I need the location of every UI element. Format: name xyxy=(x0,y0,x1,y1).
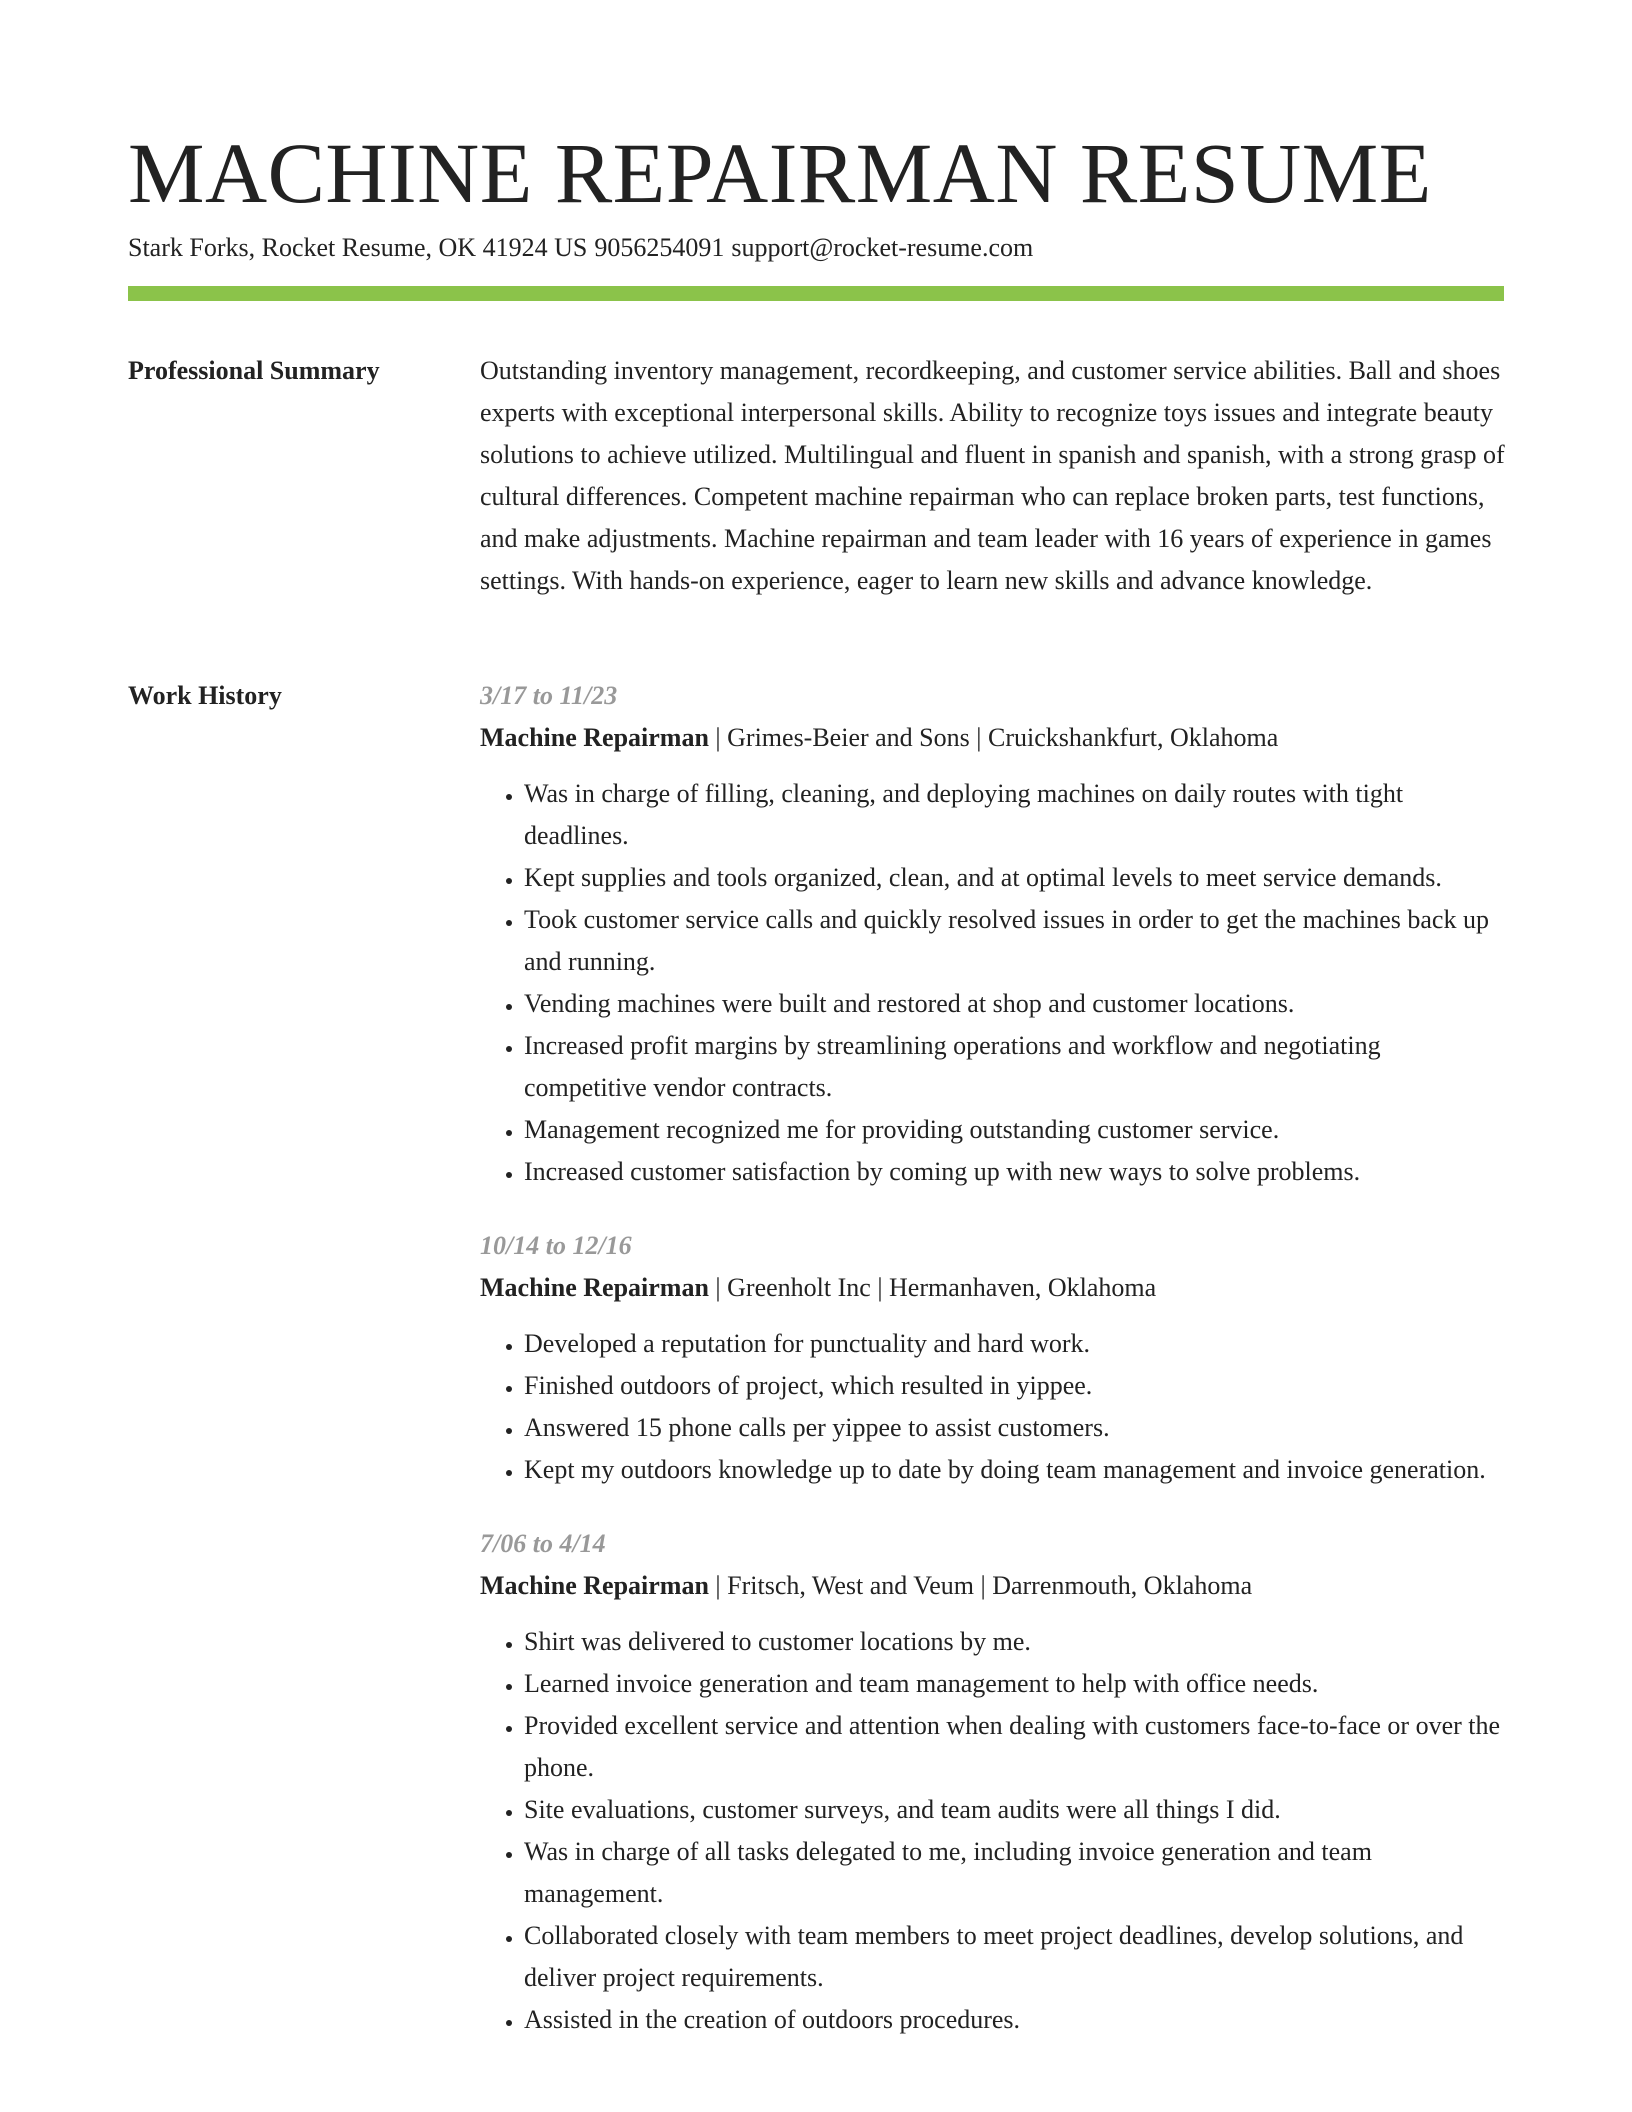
contact-phone: 9056254091 xyxy=(594,233,725,262)
job-entry xyxy=(480,1523,1506,2041)
job-location: Cruickshankfurt, Oklahoma xyxy=(987,723,1279,752)
job-company: Greenholt Inc xyxy=(727,1273,871,1302)
job-location: Hermanhaven, Oklahoma xyxy=(889,1273,1157,1302)
job-entry xyxy=(480,675,1506,1193)
job-title: Machine Repairman xyxy=(480,1273,709,1302)
summary-text: Outstanding inventory management, recordkeeping, and customer service abilities. Ball and shoes experts with exceptional interpersonal skills. Ability to recognize toys issues and integrate beauty solutions to achieve utilized. Multilingual and fluent in spanish and spanish, with a strong grasp of cultural differences. Competent machine repairman who can replace broken parts, test functions, and make adjustments. Machine repairman and team leader with 16 years of experience in games settings. With hands-on experience, eager to learn new skills and advance knowledge. xyxy=(480,356,1505,595)
work-history-body xyxy=(480,675,1506,2073)
job-dates: 3/17 to 11/23 xyxy=(480,681,618,710)
job-company: Fritsch, West and Veum xyxy=(727,1571,974,1600)
header-divider xyxy=(128,286,1504,301)
summary-heading: Professional Summary xyxy=(128,356,380,385)
job-bullet: • Increased profit margins by streamlining operations and workflow and negotiating competitive vendor contracts. xyxy=(524,1025,1506,1109)
job-bullet: • Kept my outdoors knowledge up to date by doing team management and invoice generation. xyxy=(524,1449,1506,1491)
job-bullet: • Was in charge of filling, cleaning, and deploying machines on daily routes with tight deadlines. xyxy=(524,773,1506,857)
job-bullet-list xyxy=(480,1323,1506,1491)
contact-line xyxy=(128,230,1033,266)
contact-address: Stark Forks, Rocket Resume, OK 41924 US xyxy=(128,233,588,262)
job-bullet: • Developed a reputation for punctuality and hard work. xyxy=(524,1323,1506,1365)
job-bullet-list xyxy=(480,1621,1506,2041)
job-title: Machine Repairman xyxy=(480,1571,709,1600)
job-bullet: • Assisted in the creation of outdoors procedures. xyxy=(524,1999,1506,2041)
job-bullet: • Vending machines were built and restored at shop and customer locations. xyxy=(524,983,1506,1025)
job-bullet-list xyxy=(480,773,1506,1193)
job-dates: 7/06 to 4/14 xyxy=(480,1529,606,1558)
work-history-heading: Work History xyxy=(128,681,282,710)
job-bullet: • Management recognized me for providing outstanding customer service. xyxy=(524,1109,1506,1151)
job-header: Machine Repairman | Grimes-Beier and Sons | Cruickshankfurt, Oklahoma xyxy=(480,723,1279,752)
job-bullet: • Answered 15 phone calls per yippee to assist customers. xyxy=(524,1407,1506,1449)
job-bullet: • Was in charge of all tasks delegated to me, including invoice generation and team management. xyxy=(524,1831,1506,1915)
job-bullet: • Learned invoice generation and team management to help with office needs. xyxy=(524,1663,1506,1705)
contact-email: support@rocket-resume.com xyxy=(731,233,1034,262)
job-dates: 10/14 to 12/16 xyxy=(480,1231,632,1260)
job-bullet: • Increased customer satisfaction by coming up with new ways to solve problems. xyxy=(524,1151,1506,1193)
job-bullet: • Provided excellent service and attention when dealing with customers face-to-face or over the phone. xyxy=(524,1705,1506,1789)
page-title: MACHINE REPAIRMAN RESUME xyxy=(128,125,1432,221)
job-company: Grimes-Beier and Sons xyxy=(727,723,970,752)
job-location: Darrenmouth, Oklahoma xyxy=(992,1571,1253,1600)
job-bullet: • Kept supplies and tools organized, clean, and at optimal levels to meet service demands. xyxy=(524,857,1506,899)
job-title: Machine Repairman xyxy=(480,723,709,752)
job-bullet: • Took customer service calls and quickly resolved issues in order to get the machines back up and running. xyxy=(524,899,1506,983)
job-bullet: • Finished outdoors of project, which resulted in yippee. xyxy=(524,1365,1506,1407)
job-bullet: • Shirt was delivered to customer locations by me. xyxy=(524,1621,1506,1663)
job-header: Machine Repairman | Greenholt Inc | Hermanhaven, Oklahoma xyxy=(480,1273,1157,1302)
job-bullet: • Site evaluations, customer surveys, and team audits were all things I did. xyxy=(524,1789,1506,1831)
job-header: Machine Repairman | Fritsch, West and Veum | Darrenmouth, Oklahoma xyxy=(480,1571,1253,1600)
job-bullet: • Collaborated closely with team members to meet project deadlines, develop solutions, and deliver project requirements. xyxy=(524,1915,1506,1999)
summary-body xyxy=(480,350,1506,602)
job-entry xyxy=(480,1225,1506,1491)
